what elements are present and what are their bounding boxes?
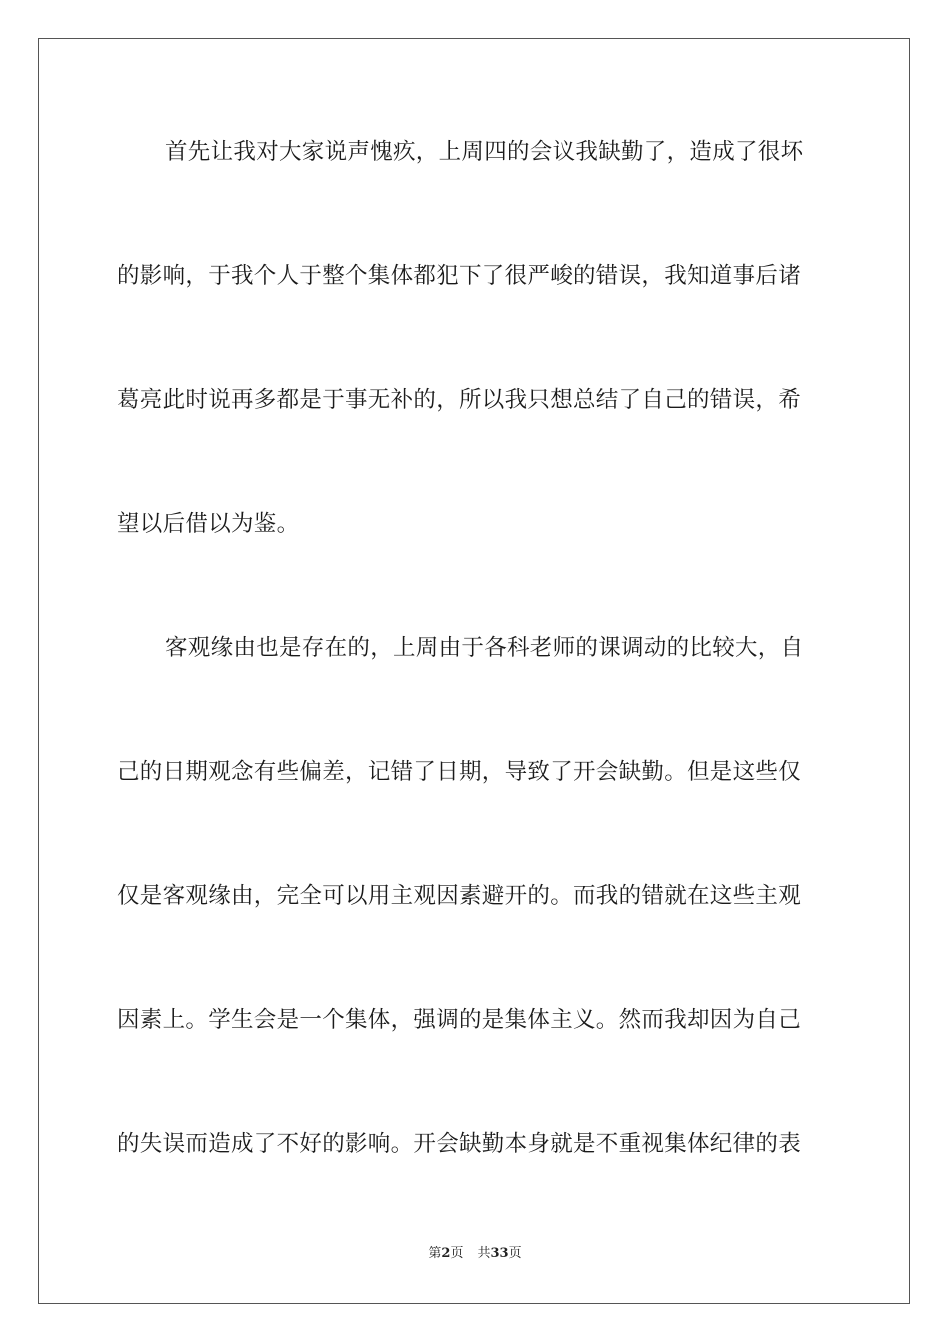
paragraph-2-line-5: 的失误而造成了不好的影响。开会缺勤本身就是不重视集体纪律的表	[117, 1131, 802, 1157]
paragraph-2-line-1: 客观缘由也是存在的，上周由于各科老师的课调动的比较大，自	[165, 635, 804, 661]
total-pages: 33	[490, 1246, 509, 1261]
page-suffix: 页	[450, 1246, 464, 1261]
paragraph-2-line-2: 己的日期观念有些偏差，记错了日期，导致了开会缺勤。但是这些仅	[117, 759, 802, 785]
paragraph-1-line-2: 的影响，于我个人于整个集体都犯下了很严峻的错误，我知道事后诸	[117, 263, 802, 289]
paragraph-2-line-3: 仅是客观缘由，完全可以用主观因素避开的。而我的错就在这些主观	[117, 883, 802, 909]
paragraph-2-line-4: 因素上。学生会是一个集体，强调的是集体主义。然而我却因为自己	[117, 1007, 802, 1033]
page-border	[38, 38, 910, 1304]
page-number: 2	[441, 1246, 451, 1261]
paragraph-1-line-1: 首先让我对大家说声愧疚，上周四的会议我缺勤了，造成了很坏	[165, 139, 804, 165]
page-prefix: 第	[428, 1246, 442, 1261]
total-suffix: 页	[508, 1246, 522, 1261]
paragraph-1-line-4: 望以后借以为鉴。	[117, 511, 300, 537]
total-prefix: 共	[477, 1246, 491, 1261]
paragraph-1-line-3: 葛亮此时说再多都是于事无补的，所以我只想总结了自己的错误，希	[117, 387, 802, 413]
page-footer	[0, 1244, 950, 1264]
